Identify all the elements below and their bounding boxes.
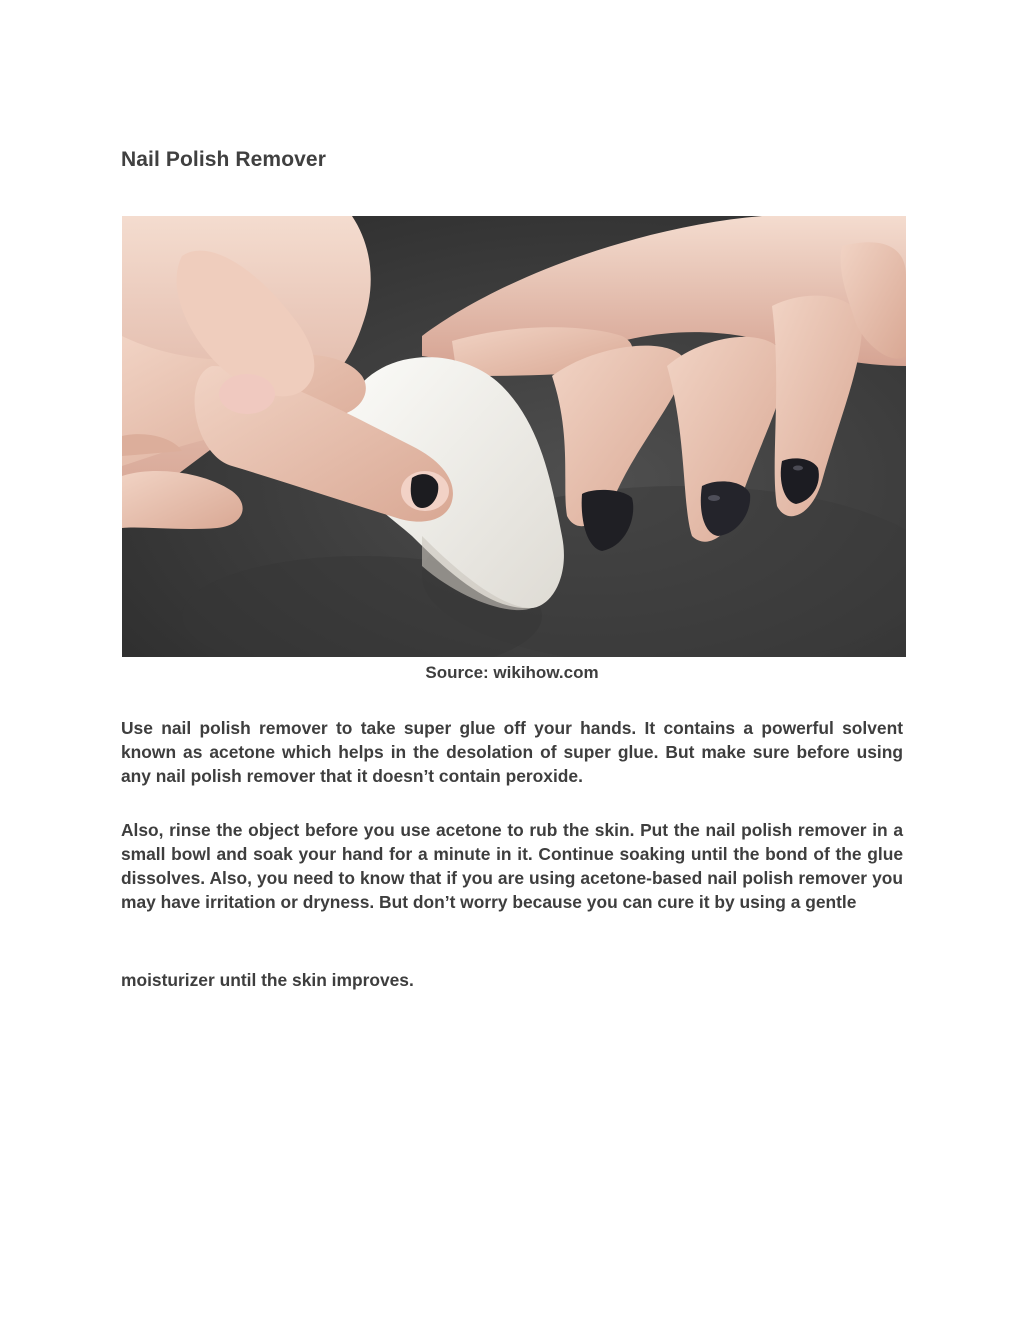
page-title: Nail Polish Remover — [121, 148, 326, 171]
paragraph-nail-polish-remover-intro: Use nail polish remover to take super glue off your hands. It contains a powerful solvent known as acetone which helps in the desolation of super glue. But make sure before using any nail polish remover that it doesn’t contain peroxide. — [121, 718, 903, 786]
nail-polish-removal-photo — [122, 216, 906, 657]
paragraph-soaking-instructions: Also, rinse the object before you use acetone to rub the skin. Put the nail polish remover in a small bowl and soak your hand for a minute in it. Continue soaking until the bond of the glue dissolves. Also, you need to know that if you are using acetone-based nail polish remover you may have irritation or dryness. But don’t worry because you can cure it by using a gentle — [121, 820, 903, 912]
paragraph-moisturizer-note: moisturizer until the skin improves. — [121, 970, 414, 990]
image-caption: Source: wikihow.com — [425, 663, 599, 682]
